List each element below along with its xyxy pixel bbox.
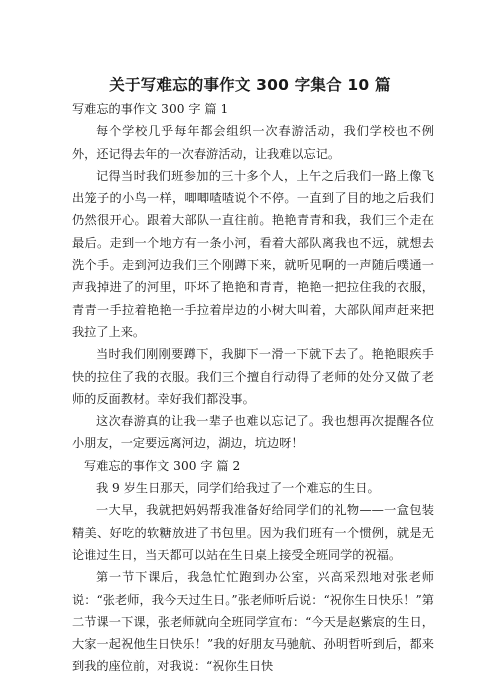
paragraph: 记得当时我们班参加的三十多个人，上午之后我们一路上像飞出笼子的小鸟一样，唧唧喳喳说个不停。一直到了目的地之后我们仍然很开心。跟着大部队一直往前。艳艳青青和我，我们三个走在最后。走到一个地方有一条小河，看着大部队离我也不远，就想去洗个手。走到河边我们三个刚蹲下来，就听见啊的一声随后噗通一声我掉进了的河里，吓坏了艳艳和青青，艳艳一把拉住我的衣服，青青一手拉着艳艳一手拉着岸边的小树大叫着，大部队闻声赶来把我拉了上来。 [72, 168, 434, 339]
section-heading: 写难忘的事作文 300 字 篇 2 [84, 458, 241, 473]
paragraph: 每个学校几乎每年都会组织一次春游活动，我们学校也不例外，还记得去年的一次春游活动，让我难以忘记。 [72, 124, 434, 161]
paragraph: 第一节下课后，我急忙忙跑到办公室，兴高采烈地对张老师说：“张老师，我今天过生日。”张老师听后说：“祝你生日快乐！”第二节课一下课，张老师就向全班同学宣布：“今天是赵紫宸的生日，大家一起祝他生日快乐！”我的好朋友马驰航、孙明哲听到后，都来到我的座位前，对我说：“祝你生日快 [72, 570, 434, 674]
document-body [72, 98, 434, 678]
paragraph: 当时我们刚刚要蹲下，我脚下一滑一下就下去了。艳艳眼疾手快的拉住了我的衣服。我们三个擅自行动得了老师的处分又做了老师的反面教材。幸好我们都没事。 [72, 347, 434, 406]
paragraph: 这次春游真的让我一辈子也难以忘记了。我也想再次提醒各位小朋友，一定要远离河边，湖边，坑边呀！ [72, 414, 434, 451]
paragraph: 我 9 岁生日那天，同学们给我过了一个难忘的生日。 [96, 481, 380, 496]
section-heading: 写难忘的事作文 300 字 篇 1 [72, 102, 229, 116]
document-title: 关于写难忘的事作文 300 字集合 10 篇 [109, 76, 391, 94]
paragraph: 一大早，我就把妈妈帮我准备好给同学们的礼物——一盒包装精美、好吃的软糖放进了书包里。因为我们班有一个惯例，就是无论谁过生日，当天都可以站在生日桌上接受全班同学的祝福。 [72, 503, 434, 562]
